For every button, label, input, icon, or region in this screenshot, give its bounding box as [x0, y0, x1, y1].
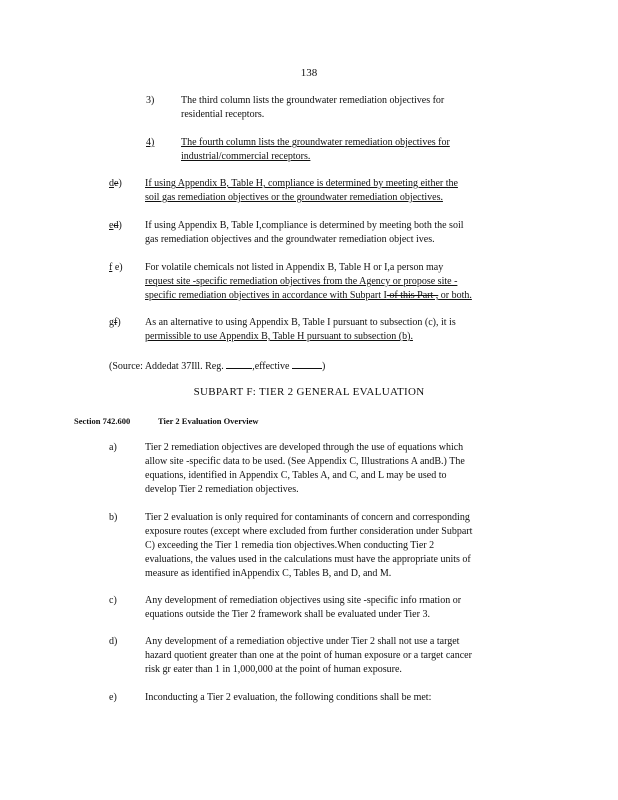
- page-number: 138: [300, 67, 318, 79]
- blank-line: [292, 357, 322, 369]
- list-item-text: The third column lists the groundwater remediation objectives for residential receptors.: [181, 95, 445, 120]
- list-item-label: b): [109, 512, 118, 523]
- list-item-text: As an alternative to using Appendix B, Table I pursuant to subsection (c), it is permissible to use Appendix B, Table H pursuant to subsection (b).: [145, 317, 456, 342]
- list-item-label: c): [109, 595, 117, 606]
- list-item-label: gf): [109, 317, 121, 328]
- list-item-label: a): [109, 442, 117, 453]
- list-item-text: Tier 2 evaluation is only required for contaminants of concern and corresponding exposure routes (except where excluded from further consideration under Subpart C) exceeding the Tier 1 remedia tion objectives.When conducting Tier 2 evaluations, the values used in the calculations must have the appropriate units of measure as identified inAppendix C, Tables B, and D, and M.: [145, 512, 473, 579]
- list-item-text: Any development of remediation objectives using site -specific info rmation or equations outside the Tier 2 framework shall be evaluated under Tier 3.: [145, 595, 462, 620]
- list-item-label: de): [109, 178, 122, 189]
- list-item-text: Inconducting a Tier 2 evaluation, the following conditions shall be met:: [145, 692, 432, 703]
- list-item-text: If using Appendix B, Table I,compliance is determined by meeting both the soil gas remediation objectives and the groundwater remediation object ives.: [145, 220, 464, 245]
- list-item-text: The fourth column lists the groundwater remediation objectives for industrial/commercial receptors.: [181, 137, 450, 162]
- list-item-label: d): [109, 636, 118, 647]
- list-item-label: f e): [109, 262, 123, 273]
- list-item-label: 3): [146, 95, 155, 106]
- section-title: Tier 2 Evaluation Overview: [158, 416, 259, 426]
- section-number: Section 742.600: [74, 416, 131, 426]
- list-item-text: If using Appendix B, Table H, compliance is determined by meeting either the soil gas remediation objectives or the groundwater remediation objectives.: [145, 178, 458, 203]
- source-note: (Source: Addedat 37Ill. Reg. ,effective ): [109, 357, 509, 374]
- list-item-text: Any development of a remediation objective under Tier 2 shall not use a target hazard quotient greater than one at the point of human exposure or a target cancer risk gr eater than 1 in 1,000,000 at the point of human exposure.: [145, 636, 472, 675]
- blank-line: [226, 357, 252, 369]
- list-item-label: 4): [146, 137, 155, 148]
- subpart-heading: SUBPART F: TIER 2 GENERAL EVALUATION: [193, 386, 425, 398]
- list-item-text: Tier 2 remediation objectives are developed through the use of equations which allow site -specific data to be used. (See Appendix C, Illustrations A andB.) The equations, identified in Appendix C, Tables A, and C, and L may be used to develop Tier 2 remediation objectives.: [145, 442, 465, 495]
- list-item-label: e): [109, 692, 117, 703]
- list-item-label: ed): [109, 220, 122, 231]
- list-item-text: For volatile chemicals not listed in Appendix B, Table H or I,a person may request site -specific remediation objectives from the Agency or propose site - specific remediation objectives in accordance with Subpart I of this Part , or both.: [145, 262, 472, 301]
